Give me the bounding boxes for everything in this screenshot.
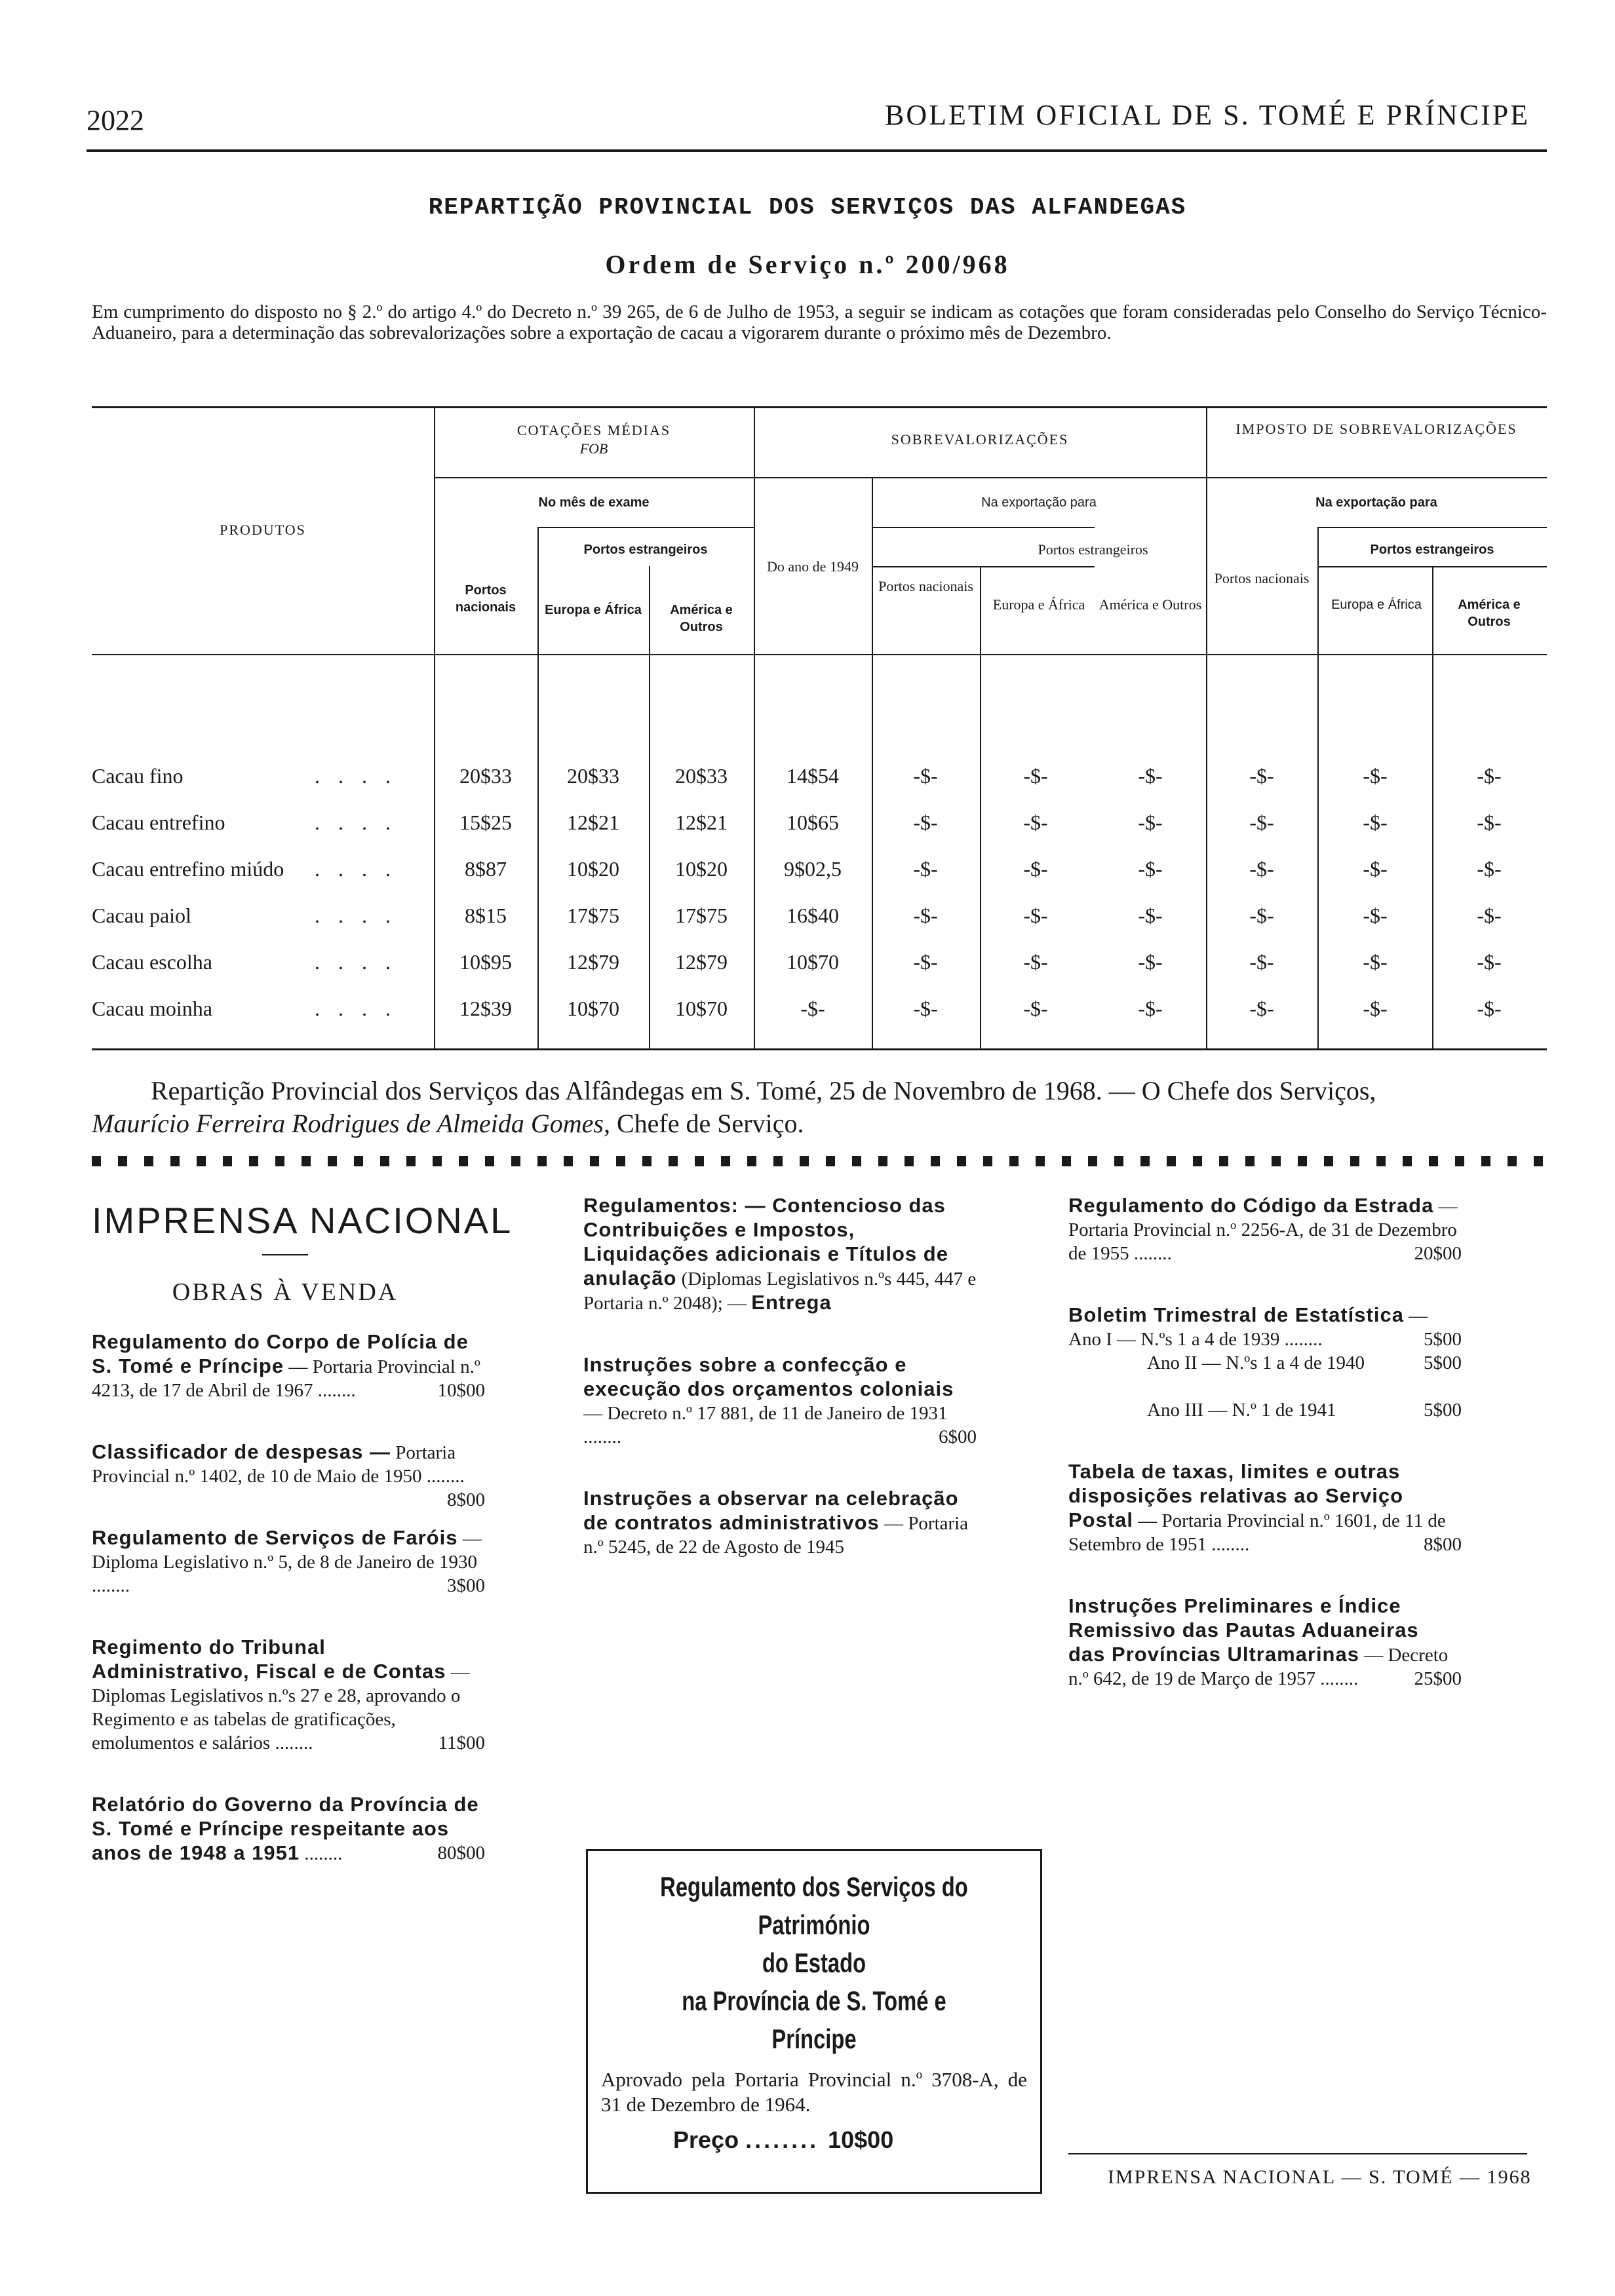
obras-title: OBRAS À VENDA bbox=[172, 1278, 399, 1306]
order-title: Ordem de Serviço n.º 200/968 bbox=[605, 250, 1010, 279]
table-row-product: Cacau entrefino bbox=[92, 811, 225, 834]
sub-rule bbox=[872, 527, 1095, 528]
imprint-rule bbox=[1068, 2153, 1527, 2154]
catalog-column-3 bbox=[1068, 1194, 1462, 1729]
intro-paragraph: Em cumprimento do disposto no § 2.º do artigo 4.º do Decreto n.º 39 265, de 6 de Julho de 1953, a seguir se indicam as cotações que foram consideradas pelo Conselho do Serviço Técnico-Aduaneiro, para a determinação das sobrevalorizações sobre a exportação de cacau a vigorarem durante o próximo mês de Dezembro. bbox=[92, 301, 1547, 343]
catalog-column-2 bbox=[583, 1194, 977, 1597]
table-head-rule bbox=[92, 654, 1547, 655]
table-cell-ea: 10$70 bbox=[567, 997, 619, 1020]
table-cell-ano: 9$02,5 bbox=[784, 857, 842, 881]
catalog-entry-price: 25$00 bbox=[1414, 1668, 1462, 1689]
portos-estrangeiros-cot: Portos estrangeiros bbox=[583, 543, 708, 557]
table-cell-ano: 10$70 bbox=[787, 950, 839, 974]
leader-dots: . . . . bbox=[315, 764, 397, 788]
table-cell-s2: -$- bbox=[1023, 857, 1048, 881]
table-cell-s3: -$- bbox=[1138, 857, 1163, 881]
table-cell-i3: -$- bbox=[1477, 811, 1502, 834]
table-cell-pn: 20$33 bbox=[459, 764, 512, 788]
table-bottom-rule bbox=[92, 1048, 1547, 1050]
imprint: IMPRENSA NACIONAL — S. TOMÉ — 1968 bbox=[1108, 2166, 1532, 2188]
catalog-entry-body: — Diplomas Legislativos n.ºs 27 e 28, aprovando o Regimento e as tabelas de gratificações, emolumentos e salários bbox=[92, 1662, 470, 1753]
table-cell-i1: -$- bbox=[1249, 857, 1274, 881]
table-cell-s1: -$- bbox=[913, 811, 938, 834]
table-cell-i2: -$- bbox=[1363, 811, 1388, 834]
signatory-role: Chefe de Serviço. bbox=[617, 1109, 804, 1138]
catalog-entry-title: Regulamentos: — Contencioso das Contribuições e Impostos, Liquidações adicionais e Títulos de anulação bbox=[583, 1194, 948, 1290]
cotacoes-header: COTAÇÕES MÉDIAS bbox=[516, 422, 671, 438]
no-mes-exame: No mês de exame bbox=[538, 495, 650, 510]
catalog-entry: Instruções Preliminares e Índice Remissivo das Pautas Aduaneiras das Províncias Ultramarinas — Decreto n.º 642, de 19 de Março de 1957 ........ 25$00 bbox=[1068, 1594, 1462, 1689]
catalog-entry: Regimento do Tribunal Administrativo, Fiscal e de Contas — Diplomas Legislativos n.ºs 27 e 28, aprovando o Regimento e as tabelas de gratificações, emolumentos e salários ........ 11$00 bbox=[92, 1636, 485, 1753]
table-cell-ao: 10$70 bbox=[675, 997, 728, 1020]
col-rule bbox=[980, 566, 981, 1050]
sobrevalorizacoes-header: SOBREVALORIZAÇÕES bbox=[891, 431, 1069, 448]
portos-estrangeiros-imp: Portos estrangeiros bbox=[1370, 543, 1494, 557]
table-cell-i2: -$- bbox=[1363, 904, 1388, 927]
col-rule bbox=[537, 527, 539, 1050]
box-price-label: Preço bbox=[673, 2126, 739, 2153]
catalog-entry bbox=[583, 1487, 977, 1559]
catalog-entry-title: Instruções Preliminares e Índice Remissivo das Pautas Aduaneiras das Províncias Ultramarinas bbox=[1068, 1594, 1419, 1666]
signature-text: Repartição Provincial dos Serviços das Alfândegas em S. Tomé, 25 de Novembro de 1968. — O Chefe dos Serviços, bbox=[151, 1076, 1376, 1105]
catalog-entry-title: Relatório do Governo da Província de S. Tomé e Príncipe respeitante aos anos de 1948 a 1951 bbox=[92, 1793, 479, 1864]
catalog-entry-price: 8$00 bbox=[1424, 1534, 1462, 1555]
table-cell-ea: 12$21 bbox=[567, 811, 619, 834]
europa-africa-imp: Europa e África bbox=[1331, 598, 1422, 612]
department-title: REPARTIÇÃO PROVINCIAL DOS SERVIÇOS DAS ALFANDEGAS bbox=[428, 194, 1187, 221]
box-title-line-3: na Província de S. Tomé e Príncipe bbox=[682, 1985, 946, 2054]
catalog-entry: Regulamento do Corpo de Polícia de S. Tomé e Príncipe — Portaria Provincial n.º 4213, de 17 de Abril de 1967 ........ 10$00 bbox=[92, 1330, 485, 1401]
patrimonio-box bbox=[586, 1849, 1042, 2194]
box-title-line-1: Regulamento dos Serviços do Património bbox=[660, 1871, 968, 1940]
table-cell-s3: -$- bbox=[1138, 950, 1163, 974]
table-cell-s3: -$- bbox=[1138, 764, 1163, 788]
table-cell-i1: -$- bbox=[1249, 811, 1274, 834]
col-rule bbox=[649, 566, 650, 1050]
table-cell-s1: -$- bbox=[913, 950, 938, 974]
catalog-entry-price: 3$00 bbox=[447, 1575, 485, 1596]
col-rule bbox=[754, 406, 755, 1050]
catalog-entry-title: Regimento do Tribunal Administrativo, Fiscal e de Contas bbox=[92, 1636, 446, 1683]
table-cell-pn: 8$15 bbox=[465, 904, 507, 927]
table-cell-ano: -$- bbox=[800, 997, 825, 1020]
catalog-entry: Regulamento de Serviços de Faróis — Diploma Legislativo n.º 5, de 8 de Janeiro de 1930 ........ 3$00 bbox=[92, 1526, 485, 1596]
leader-dots: . . . . bbox=[315, 857, 397, 881]
portos-nacionais-imp: Portos nacionais bbox=[1214, 570, 1310, 586]
catalog-entry-price: 5$00 bbox=[1424, 1329, 1462, 1350]
table-row-product: Cacau paiol bbox=[92, 904, 191, 927]
catalog-entry-body: — Portaria n.º 5245, de 22 de Agosto de 1945 bbox=[583, 1513, 969, 1558]
table-cell-s3: -$- bbox=[1138, 811, 1163, 834]
table-cell-pn: 12$39 bbox=[459, 997, 512, 1020]
table-row-product: Cacau escolha bbox=[92, 950, 212, 974]
catalog-entry-price: 8$00 bbox=[447, 1489, 485, 1510]
america-outros-cot: América e Outros bbox=[670, 603, 733, 634]
catalog-entry-title: Classificador de despesas — bbox=[92, 1440, 391, 1463]
europa-africa-cot: Europa e África bbox=[545, 603, 642, 617]
catalog-entry-body: — Portaria Provincial n.º 4213, de 17 de Abril de 1967 bbox=[92, 1356, 480, 1401]
catalog-entry-title: Regulamento de Serviços de Faróis bbox=[92, 1526, 458, 1549]
catalog-entry-body: — Portaria Provincial n.º 1601, de 11 de Setembro de 1951 bbox=[1068, 1510, 1446, 1555]
table-cell-s2: -$- bbox=[1023, 904, 1048, 927]
catalog-entry-title: Instruções sobre a confecção e execução dos orçamentos coloniais bbox=[583, 1353, 954, 1400]
table-cell-s2: -$- bbox=[1023, 997, 1048, 1020]
table-cell-s1: -$- bbox=[913, 997, 938, 1020]
catalog-entry: Boletim Trimestral de Estatística — Ano I — N.ºs 1 a 4 de 1939 ........ 5$00 Ano II — N.ºs 1 a 4 de 1940 5$00 Ano III — N.º 1 de 1941 5$00 bbox=[1068, 1303, 1462, 1421]
table-row-product: Cacau moinha bbox=[92, 997, 212, 1020]
imposto-header: IMPOSTO DE SOBREVALORIZAÇÕES bbox=[1236, 421, 1517, 437]
catalog-entry-title: Tabela de taxas, limites e outras disposições relativas ao Serviço Postal bbox=[1068, 1460, 1404, 1531]
boletim-year-price: 5$00 bbox=[1424, 1400, 1462, 1421]
catalog-entry-price: 6$00 bbox=[939, 1426, 977, 1447]
portos-nacionais-cot: Portos nacionais bbox=[455, 583, 516, 615]
header-rule bbox=[87, 149, 1547, 152]
table-cell-s1: -$- bbox=[913, 857, 938, 881]
leader-dots: . . . . bbox=[315, 997, 397, 1020]
catalog-entry: Regulamento do Código da Estrada — Portaria Provincial n.º 2256-A, de 31 de Dezembro de 1955 ........ 20$00 bbox=[1068, 1194, 1462, 1264]
europa-africa-sobre: Europa e África bbox=[992, 596, 1085, 613]
table-cell-pn: 15$25 bbox=[459, 811, 512, 834]
ornamental-rule bbox=[92, 1156, 1547, 1166]
table-cell-i2: -$- bbox=[1363, 950, 1388, 974]
catalog-entry-title: Boletim Trimestral de Estatística bbox=[1068, 1303, 1404, 1326]
catalog-entry-title: Instruções a observar na celebração de contratos administrativos bbox=[583, 1487, 959, 1534]
cotacoes-table bbox=[92, 406, 1547, 1050]
table-cell-ea: 10$20 bbox=[567, 857, 619, 881]
table-cell-i2: -$- bbox=[1363, 764, 1388, 788]
group-rule bbox=[434, 477, 1547, 478]
catalog-entry-body: (Diplomas Legislativos n.ºs 445, 447 e Portaria n.º 2048); — bbox=[583, 1269, 977, 1314]
table-cell-ea: 17$75 bbox=[567, 904, 619, 927]
na-exportacao-para-imposto: Na exportação para bbox=[1315, 495, 1437, 510]
running-title: BOLETIM OFICIAL DE S. TOMÉ E PRÍNCIPE bbox=[885, 99, 1530, 131]
boletim-year-label: Ano II — N.ºs 1 a 4 de 1940 bbox=[1147, 1352, 1365, 1373]
table-cell-i1: -$- bbox=[1249, 904, 1274, 927]
america-outros-imp: América e Outros bbox=[1458, 598, 1521, 629]
catalog-entry-price: 20$00 bbox=[1414, 1243, 1462, 1264]
sub-rule bbox=[872, 566, 1095, 567]
short-rule bbox=[262, 1254, 308, 1255]
catalog-entry-price: 10$00 bbox=[437, 1380, 485, 1401]
col-rule bbox=[1432, 566, 1433, 1050]
table-cell-s1: -$- bbox=[913, 904, 938, 927]
catalog-entry: Tabela de taxas, limites e outras disposições relativas ao Serviço Postal — Portaria Provincial n.º 1601, de 11 de Setembro de 1951 ........ 8$00 bbox=[1068, 1460, 1462, 1555]
signatory-name: Maurício Ferreira Rodrigues de Almeida Gomes, bbox=[92, 1109, 610, 1138]
table-cell-i3: -$- bbox=[1477, 764, 1502, 788]
products-header: PRODUTOS bbox=[220, 522, 306, 538]
table-cell-i3: -$- bbox=[1477, 950, 1502, 974]
table-cell-ea: 12$79 bbox=[567, 950, 619, 974]
table-cell-i3: -$- bbox=[1477, 997, 1502, 1020]
table-cell-s3: -$- bbox=[1138, 997, 1163, 1020]
table-cell-pn: 10$95 bbox=[459, 950, 512, 974]
table-cell-i2: -$- bbox=[1363, 857, 1388, 881]
table-cell-s2: -$- bbox=[1023, 811, 1048, 834]
boletim-year-price: 5$00 bbox=[1424, 1352, 1462, 1373]
catalog-entry-body: Portaria Provincial n.º 1402, de 10 de Maio de 1950 bbox=[92, 1442, 456, 1487]
catalog-entry-title: Regulamento do Código da Estrada bbox=[1068, 1194, 1434, 1217]
table-row-product: Cacau fino bbox=[92, 764, 184, 788]
catalog-entry: Relatório do Governo da Província de S. Tomé e Príncipe respeitante aos anos de 1948 a 1951 ........ 80$00 bbox=[92, 1793, 485, 1864]
box-title-line-2: do Estado bbox=[762, 1947, 866, 1978]
table-top-rule bbox=[92, 406, 1547, 408]
catalog-entry: Instruções sobre a confecção e execução dos orçamentos coloniais — Decreto n.º 17 881, de 11 de Janeiro de 1931 ........ 6$00 bbox=[583, 1353, 977, 1447]
sub-rule bbox=[537, 527, 754, 528]
boletim-year-line bbox=[1068, 1398, 1462, 1422]
leader-dots: . . . . bbox=[315, 950, 397, 974]
table-cell-ao: 17$75 bbox=[675, 904, 728, 927]
table-cell-i2: -$- bbox=[1363, 997, 1388, 1020]
table-cell-ao: 20$33 bbox=[675, 764, 728, 788]
cotacoes-fob: FOB bbox=[579, 440, 608, 457]
table-cell-ao: 12$79 bbox=[675, 950, 728, 974]
catalog-entry-price: 80$00 bbox=[437, 1843, 485, 1864]
signature-block bbox=[92, 1075, 1547, 1140]
table-cell-s1: -$- bbox=[913, 764, 938, 788]
table-cell-pn: 8$87 bbox=[465, 857, 507, 881]
sub-rule bbox=[1317, 527, 1547, 528]
page-number: 2022 bbox=[87, 104, 144, 136]
table-cell-ao: 12$21 bbox=[675, 811, 728, 834]
table-cell-ano: 16$40 bbox=[787, 904, 839, 927]
america-outros-sobre: América e Outros bbox=[1099, 596, 1202, 613]
table-cell-i3: -$- bbox=[1477, 904, 1502, 927]
portos-estrangeiros-sobre: Portos estrangeiros bbox=[1038, 541, 1148, 558]
do-ano-1949: Do ano de 1949 bbox=[767, 558, 859, 575]
box-price-value: 10$00 bbox=[828, 2126, 894, 2153]
table-cell-ea: 20$33 bbox=[567, 764, 619, 788]
table-cell-ao: 10$20 bbox=[675, 857, 728, 881]
catalog-entry-title: Regulamento do Corpo de Polícia de S. Tomé e Príncipe bbox=[92, 1330, 469, 1377]
boletim-year-label: Ano III — N.º 1 de 1941 bbox=[1147, 1400, 1336, 1421]
catalog-column-1 bbox=[92, 1330, 485, 1904]
table-cell-s2: -$- bbox=[1023, 764, 1048, 788]
table-cell-i1: -$- bbox=[1249, 950, 1274, 974]
catalog-entry-body: — Diploma Legislativo n.º 5, de 8 de Janeiro de 1930 bbox=[92, 1528, 482, 1573]
box-price-line: Preço ........ 10$00 bbox=[673, 2126, 894, 2153]
table-row-product: Cacau entrefino miúdo bbox=[92, 857, 284, 881]
catalog-entry: Classificador de despesas — Portaria Provincial n.º 1402, de 10 de Maio de 1950 ........ 8$00 bbox=[92, 1440, 485, 1510]
box-text: Aprovado pela Portaria Provincial n.º 3708-A, de 31 de Dezembro de 1964. bbox=[601, 2068, 1027, 2116]
na-exportacao-para: Na exportação para bbox=[981, 495, 1097, 510]
table-cell-s2: -$- bbox=[1023, 950, 1048, 974]
catalog-entry-body: — Decreto n.º 642, de 19 de Março de 1957 bbox=[1068, 1645, 1449, 1689]
catalog-entry-body: — Decreto n.º 17 881, de 11 de Janeiro de 1931 bbox=[583, 1403, 948, 1424]
table-cell-s3: -$- bbox=[1138, 904, 1163, 927]
catalog-entry-price: 11$00 bbox=[438, 1732, 485, 1753]
catalog-entry bbox=[583, 1194, 977, 1315]
catalog-entry-body: — Ano I — N.ºs 1 a 4 de 1939 bbox=[1068, 1305, 1428, 1350]
boletim-year-line bbox=[1068, 1351, 1462, 1375]
col-rule bbox=[1317, 527, 1319, 1050]
col-rule bbox=[872, 477, 873, 1050]
table-cell-i1: -$- bbox=[1249, 764, 1274, 788]
leader-dots: . . . . bbox=[315, 904, 397, 927]
catalog-entry-body: — Portaria Provincial n.º 2256-A, de 31 de Dezembro de 1955 bbox=[1068, 1196, 1458, 1264]
portos-nacionais-sobre: Portos nacionais bbox=[878, 578, 973, 594]
table-cell-i1: -$- bbox=[1249, 997, 1274, 1020]
imprensa-title: IMPRENSA NACIONAL bbox=[92, 1200, 513, 1241]
table-cell-ano: 10$65 bbox=[787, 811, 839, 834]
table-cell-ano: 14$54 bbox=[787, 764, 839, 788]
catalog-entry-tail: Entrega bbox=[751, 1291, 832, 1314]
leader-dots: . . . . bbox=[315, 811, 397, 834]
table-cell-i3: -$- bbox=[1477, 857, 1502, 881]
